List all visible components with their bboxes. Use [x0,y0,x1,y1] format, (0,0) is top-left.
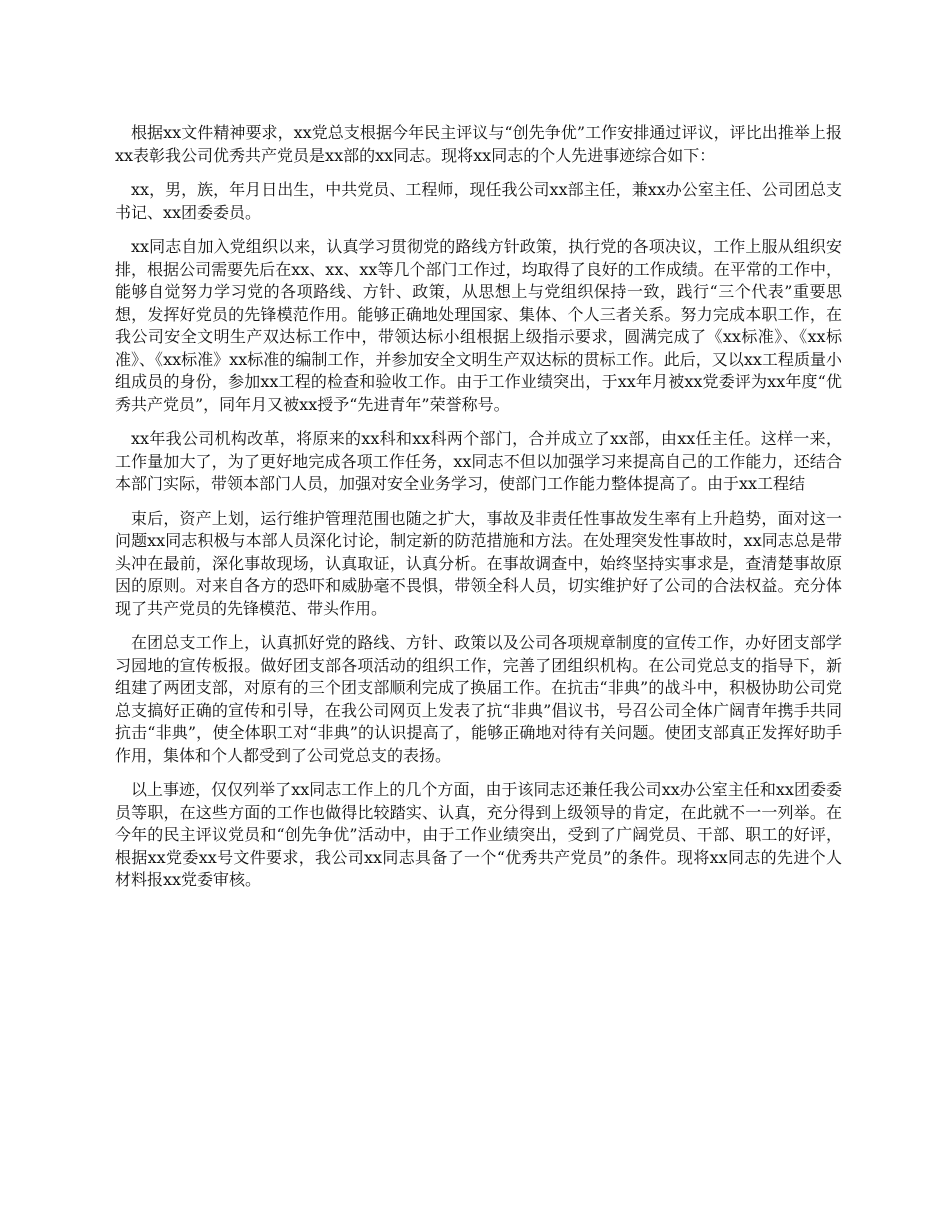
paragraph-youth-league: 在团总支工作上，认真抓好党的路线、方针、政策以及公司各项规章制度的宣传工作，办好团支部学习园地的宣传板报。做好团支部各项活动的组织工作，完善了团组织机构。在公司党总支的指导下，新组建了两团支部，对原有的三个团支部顺利完成了换届工作。在抗击“非典”的战斗中，积极协助公司党总支搞好正确的宣传和引导，在我公司网页上发表了抗“非典”倡议书，号召公司全体广阔青年携手共同抗击“非典”，使全体职工对“非典”的认识提高了，能够正确地对待有关问题。使团支部真正发挥好助手作用，集体和个人都受到了公司党总支的表扬。 [115,633,842,765]
paragraph-party-work: xx同志自加入党组织以来，认真学习贯彻党的路线方针政策，执行党的各项决议，工作上服从组织安排，根据公司需要先后在xx、xx、xx等几个部门工作过，均取得了良好的工作成绩。在平常的工作中，能够自觉努力学习党的各项路线、方针、政策，从思想上与党组织保持一致，践行“三个代表”重要思想，发挥好党员的先锋模范作用。能够正确地处理国家、集体、个人三者关系。努力完成本职工作，在我公司安全文明生产双达标工作中，带领达标小组根据上级指示要求，圆满完成了《xx标准》、《xx标准》、《xx标准》xx标准的编制工作，并参加安全文明生产双达标的贯标工作。此后，又以xx工程质量小组成员的身份，参加xx工程的检查和验收工作。由于工作业绩突出，于xx年月被xx党委评为xx年度“优秀共产党员”，同年月又被xx授予“先进青年”荣誉称号。 [115,237,842,414]
paragraph-intro: 根据xx文件精神要求，xx党总支根据今年民主评议与“创先争优”工作安排通过评议，评比出推举上报xx表彰我公司优秀共产党员是xx部的xx同志。现将xx同志的个人先进事迹综合如下： [115,123,842,165]
paragraph-conclusion: 以上事迹，仅仅列举了xx同志工作上的几个方面，由于该同志还兼任我公司xx办公室主任和xx团委委员等职，在这些方面的工作也做得比较踏实、认真，充分得到上级领导的肯定，在此就不一一列举。在今年的民主评议党员和“创先争优”活动中，由于工作业绩突出，受到了广阔党员、干部、职工的好评，根据xx党委xx号文件要求，我公司xx同志具备了一个“优秀共产党员”的条件。现将xx同志的先进个人材料报xx党委审核。 [115,780,842,889]
paragraph-profile: xx，男，族，年月日出生，中共党员、工程师，现任我公司xx部主任，兼xx办公室主任、公司团总支书记、xx团委委员。 [115,180,842,222]
paragraph-restructure: xx年我公司机构改革，将原来的xx科和xx科两个部门，合并成立了xx部，由xx任主任。这样一来，工作量加大了，为了更好地完成各项工作任务，xx同志不但以加强学习来提高自己的工作能力，还结合本部门实际，带领本部门人员，加强对安全业务学习，使部门工作能力整体提高了。由于xx工程结 [115,429,842,493]
paragraph-incident-handling: 束后，资产上划，运行维护管理范围也随之扩大，事故及非责任性事故发生率有上升趋势，面对这一问题xx同志积极与本部人员深化讨论，制定新的防范措施和方法。在处理突发性事故时，xx同志总是带头冲在最前，深化事故现场，认真取证，认真分析。在事故调查中，始终坚持实事求是，查清楚事故原因的原则。对来自各方的恐吓和威胁毫不畏惧，带领全科人员，切实维护好了公司的合法权益。充分体现了共产党员的先锋模范、带头作用。 [115,508,842,618]
document-body [115,122,842,904]
